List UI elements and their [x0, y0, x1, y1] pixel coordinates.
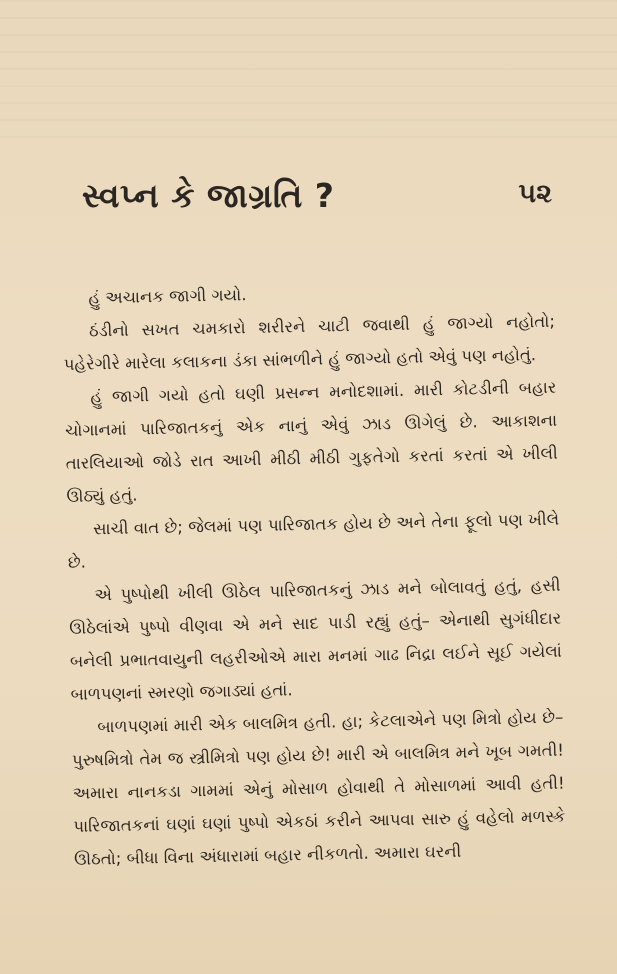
paragraph-6: બાળપણમાં મારી એક બાલમિત્ર હતી. હા; કેટલાએને પણ મિત્રો હોય છે–પુરુષમિત્રો તેમ જ સ્ત્રીમિત્રો પણ હોય છે! મારી એ બાલમિત્ર મને ખૂબ ગમતી! અમારા નાનકડા ગામમાં એનું મોસાળ હોવાથી તે મોસાળમાં આવી હતી! પારિજાતકનાં ઘણાં ઘણાં પુષ્પો એકઠાં કરીને આપવા સારુ હું વહેલો મળસ્કે ઊઠતો; બીધા વિના અંધારામાં બહાર નીકળતો. અમારા ઘરની	[71, 707, 566, 869]
paragraph-2: ઠંડીનો સખત ચમકારો શરીરને ચાટી જવાથી હું જાગ્યો નહોતો; પહેરેગીરે મારેલા કલાકના ડંકા સાંભળીને હું જાગ્યો હતો એવું પણ નહોતું.	[63, 311, 556, 374]
chapter-title: સ્વપ્ન કે જાગ્રતિ ?	[82, 176, 335, 215]
paragraph-5: એ પુષ્પોથી ખીલી ઊઠેલ પારિજાતકનું ઝાડ મને બોલાવતું હતું, હસી ઊઠેલાંએ પુષ્પો વીણવા એ મને સાદ પાડી રહ્યું હતું– એનાથી સુગંધીદાર બનેલી પ્રભાતવાયુની લહરીઓએ મારા મનમાં ગાઢ નિદ્રા લઈને સૂઈ ગયેલાં બાળપણનાં સ્મરણો જગાડ્યાં હતાં.	[69, 575, 563, 704]
chapter-header	[82, 176, 552, 226]
paragraph-1: હું અચાનક જાગી ગયો.	[88, 285, 247, 308]
previous-page-bleed-through	[0, 0, 617, 150]
paragraph-4: સાચી વાત છે; જેલમાં પણ પારિજાતક હોય છે અને તેના ફૂલો પણ ખીલે છે.	[67, 509, 560, 572]
paragraph-3: હું જાગી ગયો હતો ઘણી પ્રસન્ન મનોદશામાં. મારી કોટડીની બહાર ચોગાનમાં પારિજાતકનું એક નાનું એવું ઝાડ ઊગેલું છે. આકાશના તારલિયાઓ જોડે રાત આખી મીઠી મીઠી ગુફતેગો કરતાં કરતાં એ ખીલી ઊઠ્યું હતું.	[64, 377, 558, 506]
page-number: ૫૨	[518, 178, 552, 209]
body-text	[62, 272, 566, 876]
